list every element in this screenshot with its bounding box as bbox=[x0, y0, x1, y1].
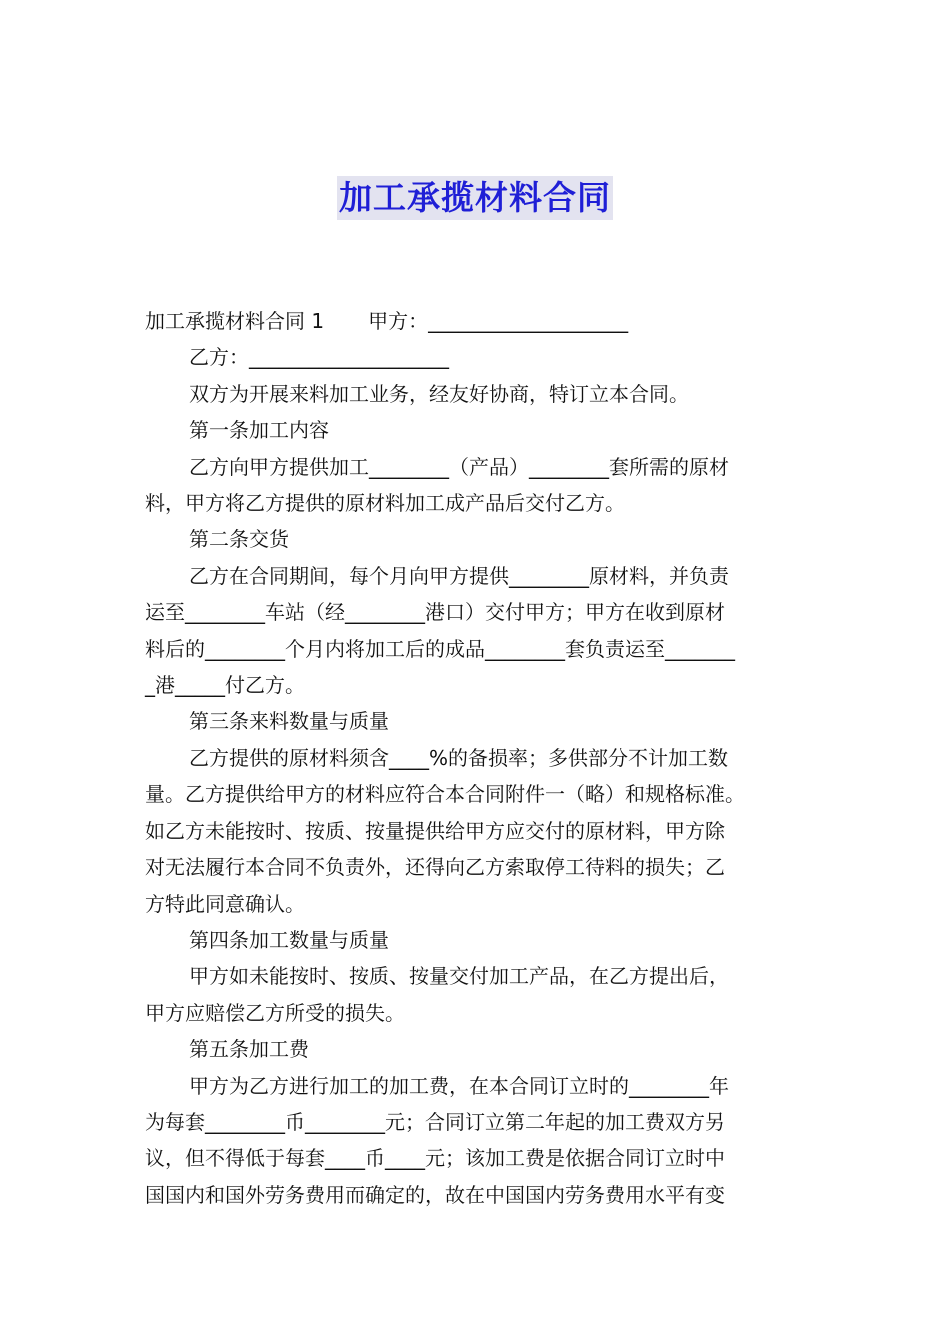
document-line bbox=[145, 995, 810, 1031]
line-text: 双方为开展来料加工业务，经友好协商，特订立本合同。 bbox=[189, 381, 689, 406]
document-line bbox=[145, 776, 810, 812]
document-line bbox=[145, 1177, 810, 1213]
document-line bbox=[145, 1140, 810, 1176]
line-text: 乙方：____________________ bbox=[189, 345, 449, 370]
line-text: 第三条来料数量与质量 bbox=[189, 709, 389, 734]
line-text: 为每套________币________元；合同订立第二年起的加工费双方另 bbox=[145, 1109, 725, 1134]
document-line bbox=[145, 886, 810, 922]
document-line bbox=[145, 631, 810, 667]
document-body bbox=[145, 303, 810, 1213]
document-line bbox=[145, 1104, 810, 1140]
line-text: 对无法履行本合同不负责外，还得向乙方索取停工待料的损失；乙 bbox=[145, 855, 725, 880]
document-line bbox=[145, 1031, 810, 1067]
document-line bbox=[145, 521, 810, 557]
line-text: 甲方：____________________ bbox=[368, 309, 629, 333]
line-text: 议，但不得低于每套____币____元；该加工费是依据合同订立时中 bbox=[145, 1146, 725, 1171]
line-text: 甲方为乙方进行加工的加工费，在本合同订立时的________年 bbox=[189, 1073, 729, 1098]
document-line bbox=[145, 813, 810, 849]
document-title: 加工承揽材料合同 bbox=[337, 176, 613, 220]
document-line bbox=[145, 303, 810, 339]
document-line bbox=[145, 412, 810, 448]
line-text: 乙方在合同期间，每个月向甲方提供________原材料，并负责 bbox=[189, 563, 729, 588]
line-text: 第一条加工内容 bbox=[189, 418, 329, 443]
line-text: _港_____付乙方。 bbox=[145, 673, 305, 698]
document-line bbox=[145, 849, 810, 885]
line-text: 如乙方未能按时、按质、按量提供给甲方应交付的原材料，甲方除 bbox=[145, 818, 725, 843]
document-line bbox=[145, 740, 810, 776]
document-line bbox=[145, 376, 810, 412]
line-text: 料后的________个月内将加工后的成品________套负责运至_______ bbox=[145, 636, 735, 661]
line-text: 第二条交货 bbox=[189, 527, 289, 552]
document-line bbox=[145, 958, 810, 994]
line-text: 第四条加工数量与质量 bbox=[189, 927, 389, 952]
title-container bbox=[0, 176, 950, 220]
document-line bbox=[145, 558, 810, 594]
line-text: 量。乙方提供给甲方的材料应符合本合同附件一（略）和规格标准。 bbox=[145, 782, 745, 807]
document-line bbox=[145, 339, 810, 375]
line-text: 料，甲方将乙方提供的原材料加工成产品后交付乙方。 bbox=[145, 491, 625, 516]
line-text: 甲方如未能按时、按质、按量交付加工产品，在乙方提出后， bbox=[189, 964, 729, 989]
document-line bbox=[145, 667, 810, 703]
line-text: 运至________车站（经________港口）交付甲方；甲方在收到原材 bbox=[145, 600, 725, 625]
line-text: 方特此同意确认。 bbox=[145, 891, 305, 916]
document-line bbox=[145, 485, 810, 521]
document-line bbox=[145, 1068, 810, 1104]
line-text: 乙方向甲方提供加工________（产品）________套所需的原材 bbox=[189, 454, 729, 479]
document-line bbox=[145, 594, 810, 630]
line-text: 甲方应赔偿乙方所受的损失。 bbox=[145, 1000, 405, 1025]
line-text: 乙方提供的原材料须含____%的备损率；多供部分不计加工数 bbox=[189, 745, 729, 770]
document-line bbox=[145, 449, 810, 485]
document-line bbox=[145, 922, 810, 958]
line-text: 第五条加工费 bbox=[189, 1037, 309, 1062]
line-text: 加工承揽材料合同 1 bbox=[145, 309, 325, 333]
line-text: 国国内和国外劳务费用而确定的，故在中国国内劳务费用水平有变 bbox=[145, 1182, 725, 1207]
document-line bbox=[145, 703, 810, 739]
